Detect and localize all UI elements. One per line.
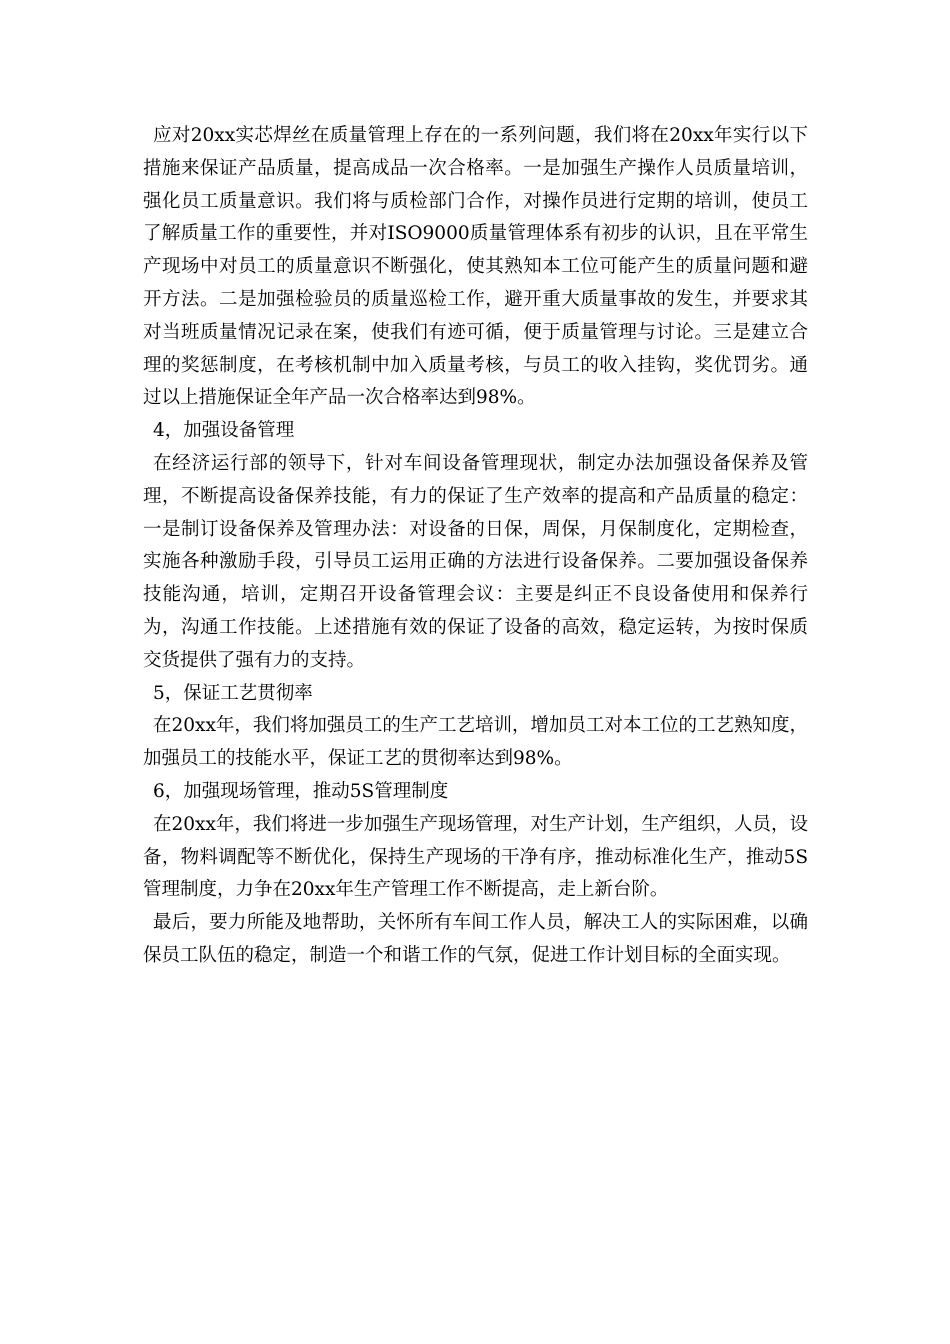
heading-process-compliance: 5，保证工艺贯彻率: [153, 682, 313, 704]
paragraph-quality-measures: 应对20xx实芯焊丝在质量管理上存在的一系列问题，我们将在20xx年实行以下措施来保证产品质量，提高成品一次合格率。一是加强生产操作人员质量培训，强化员工质量意识。我们将与质检部门合作，对操作员进行定期的培训，使员工了解质量工作的重要性，并对ISO9000质量管理体系有初步的认识，且在平常生产现场中对员工的质量意识不断强化，使其熟知本工位可能产生的质量问题和避开方法。二是加强检验员的质量巡检工作，避开重大质量事故的发生，并要求其对当班质量情况记录在案，使我们有迹可循，便于质量管理与讨论。三是建立合理的奖惩制度，在考核机制中加入质量考核，与员工的收入挂钩，奖优罚劣。通过以上措施保证全年产品一次合格率达到98%。: [143, 125, 808, 409]
paragraph-process-compliance: 在20xx年，我们将加强员工的生产工艺培训，增加员工对本工位的工艺熟知度，加强员工的技能水平，保证工艺的贯彻率达到98%。: [143, 715, 808, 770]
paragraph-site-management: 在20xx年，我们将进一步加强生产现场管理，对生产计划，生产组织，人员，设备，物料调配等不断优化，保持生产现场的干净有序，推动标准化生产，推动5S管理制度，力争在20xx年生产管理工作不断提高，走上新台阶。: [143, 813, 808, 901]
document-body: [143, 120, 808, 973]
heading-equipment-management: 4，加强设备管理: [153, 420, 295, 442]
paragraph-closing: 最后，要力所能及地帮助，关怀所有车间工作人员，解决工人的实际困难，以确保员工队伍的稳定，制造一个和谐工作的气氛，促进工作计划目标的全面实现。: [143, 912, 808, 966]
heading-site-management: 6，加强现场管理，推动5S管理制度: [153, 780, 449, 802]
paragraph-equipment-management: 在经济运行部的领导下，针对车间设备管理现状，制定办法加强设备保养及管理，不断提高设备保养技能，有力的保证了生产效率的提高和产品质量的稳定：一是制订设备保养及管理办法：对设备的日保，周保，月保制度化，定期检查，实施各种激励手段，引导员工运用正确的方法进行设备保养。二要加强设备保养技能沟通，培训，定期召开设备管理会议：主要是纠正不良设备使用和保养行为，沟通工作技能。上述措施有效的保证了设备的高效，稳定运转，为按时保质交货提供了强有力的支持。: [143, 452, 808, 671]
